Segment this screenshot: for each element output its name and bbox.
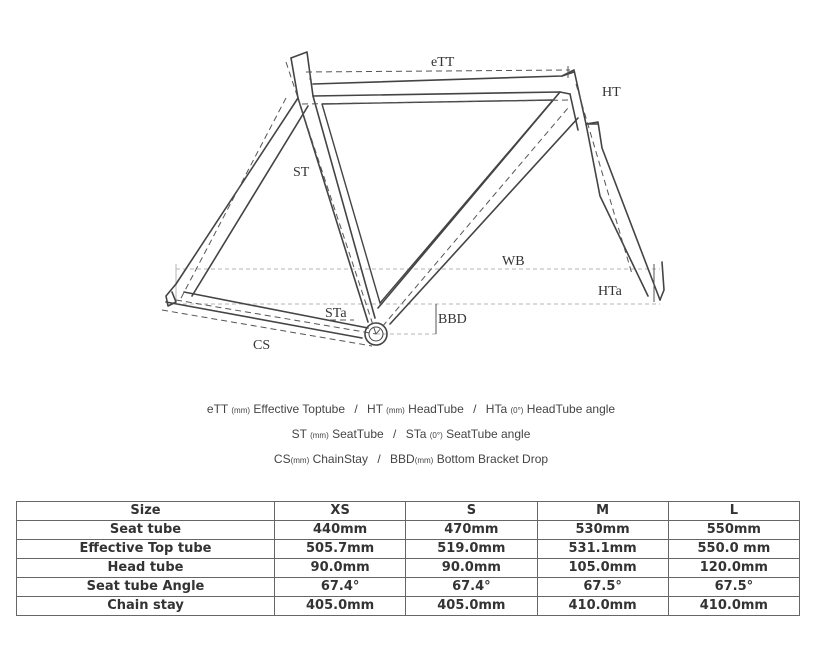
legend-line-3 — [0, 452, 822, 466]
table-cell: 67.4° — [275, 578, 406, 597]
table-cell: 550mm — [668, 521, 799, 540]
legend-ht: HT (mm) HeadTube — [367, 402, 464, 416]
table-cell: 410.0mm — [668, 597, 799, 616]
table-cell: 90.0mm — [275, 559, 406, 578]
row-label: Head tube — [17, 559, 275, 578]
label-wb: WB — [502, 254, 525, 269]
label-ett: eTT — [431, 55, 455, 70]
table-cell: 530mm — [537, 521, 668, 540]
table-cell: 519.0mm — [406, 540, 537, 559]
header-l: L — [668, 502, 799, 521]
label-hta: HTa — [598, 284, 622, 299]
table-cell: 67.4° — [406, 578, 537, 597]
legend-separator: / — [393, 427, 397, 441]
label-sta: STa — [325, 306, 347, 321]
legend-separator: / — [354, 402, 358, 416]
table-cell: 405.0mm — [406, 597, 537, 616]
label-bbd: BBD — [438, 312, 467, 327]
header-m: M — [537, 502, 668, 521]
table-cell: 67.5° — [668, 578, 799, 597]
legend-bbd: BBD(mm) Bottom Bracket Drop — [390, 452, 549, 466]
table-row — [17, 578, 800, 597]
row-label: Seat tube Angle — [17, 578, 275, 597]
legend-hta: HTa (0°) HeadTube angle — [485, 402, 616, 416]
row-label: Seat tube — [17, 521, 275, 540]
row-label: Chain stay — [17, 597, 275, 616]
table-cell: 440mm — [275, 521, 406, 540]
table-cell: 120.0mm — [668, 559, 799, 578]
legend-line-1 — [0, 402, 822, 416]
row-label: Effective Top tube — [17, 540, 275, 559]
table-row — [17, 521, 800, 540]
legend-cs: CS(mm) ChainStay — [273, 452, 368, 466]
header-size: Size — [17, 502, 275, 521]
label-ht: HT — [602, 85, 621, 100]
table-cell: 67.5° — [537, 578, 668, 597]
table-cell: 90.0mm — [406, 559, 537, 578]
header-s: S — [406, 502, 537, 521]
guide-lines — [176, 264, 660, 334]
table-cell: 405.0mm — [275, 597, 406, 616]
legend-separator: / — [377, 452, 381, 466]
legend-separator: / — [473, 402, 477, 416]
table-cell: 470mm — [406, 521, 537, 540]
measurement-lines — [162, 62, 632, 346]
header-xs: XS — [275, 502, 406, 521]
table-header-row — [17, 502, 800, 521]
table-cell: 410.0mm — [537, 597, 668, 616]
table-cell: 531.1mm — [537, 540, 668, 559]
label-cs: CS — [253, 338, 271, 353]
table-cell: 550.0 mm — [668, 540, 799, 559]
legend-line-2 — [0, 427, 822, 441]
table-row — [17, 540, 800, 559]
legend-ett: eTT (mm) Effective Toptube — [206, 402, 345, 416]
legend-sta: STa (0°) SeatTube angle — [405, 427, 531, 441]
table-row — [17, 559, 800, 578]
table-cell: 105.0mm — [537, 559, 668, 578]
table-row — [17, 597, 800, 616]
table-cell: 505.7mm — [275, 540, 406, 559]
legend-st: ST (mm) SeatTube — [291, 427, 384, 441]
bicycle-frame — [166, 52, 664, 345]
label-st: ST — [293, 165, 310, 180]
size-spec-table — [16, 501, 800, 616]
